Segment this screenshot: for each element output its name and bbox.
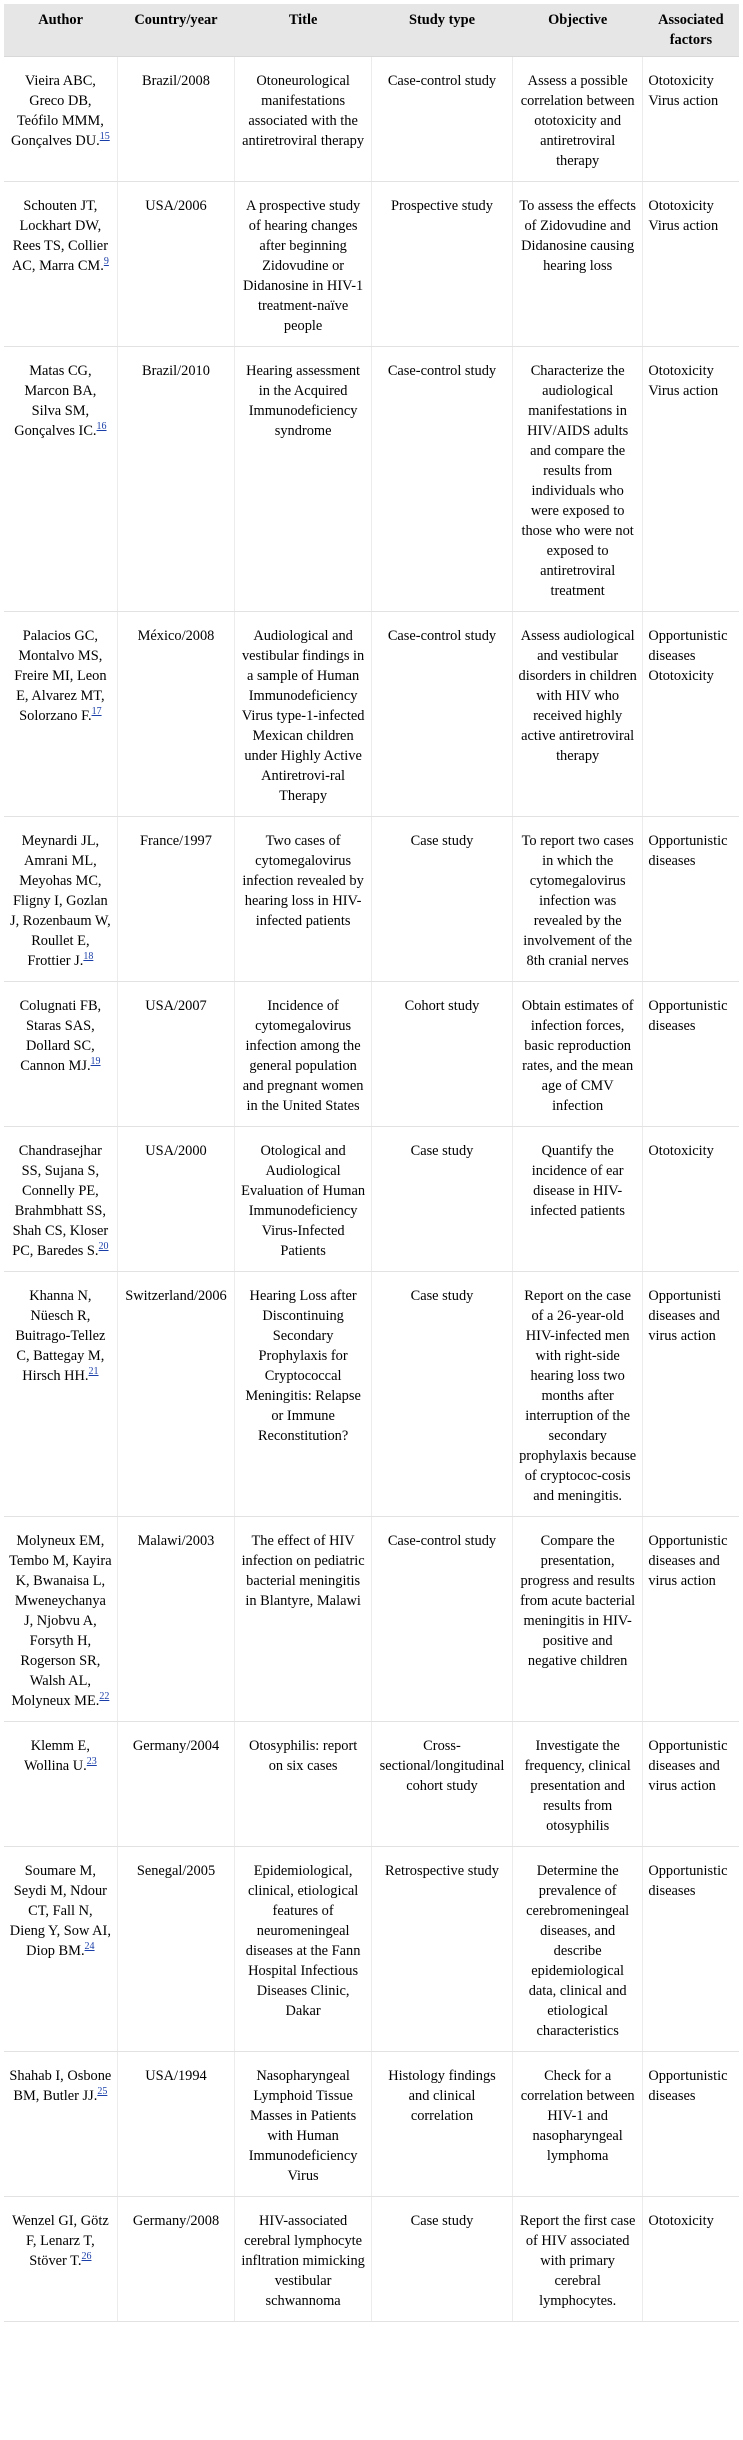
- table-row: [4, 1847, 739, 2052]
- cell-author: [4, 1847, 117, 2052]
- reference-superscript: [104, 256, 109, 267]
- header-country-year: Country/year: [117, 4, 235, 57]
- cell-study-type: Case-control study: [371, 347, 512, 612]
- reference-link[interactable]: 21: [88, 1366, 99, 1378]
- reference-link[interactable]: 17: [91, 706, 102, 718]
- reference-link[interactable]: 22: [99, 1691, 110, 1703]
- table-row: [4, 612, 739, 817]
- cell-associated-factors: Ototoxicity: [643, 2197, 739, 2322]
- author-names: Shahab I, Osbone BM, Butler JJ.: [9, 2068, 112, 2104]
- cell-objective: Determine the prevalence of cerebromeningeal diseases, and describe epidemiological data, clinical and etiological characteristics: [512, 1847, 642, 2052]
- cell-title: Hearing Loss after Discontinuing Secondary Prophylaxis for Cryptococcal Meningitis: Relapse or Immune Reconstitution?: [235, 1272, 372, 1517]
- table-wrapper: [4, 4, 739, 2322]
- cell-title: Incidence of cytomegalovirus infection among the general population and pregnant women in the United States: [235, 982, 372, 1127]
- cell-title: A prospective study of hearing changes after beginning Zidovudine or Didanosine in HIV-1 treatment-naïve people: [235, 182, 372, 347]
- cell-title: Hearing assessment in the Acquired Immunodeficiency syndrome: [235, 347, 372, 612]
- cell-country-year: Brazil/2008: [117, 57, 235, 182]
- cell-objective: Report on the case of a 26-year-old HIV-infected men with right-side hearing loss two months after interruption of the secondary prophylaxis because of cryptococ-cosis and meningitis.: [512, 1272, 642, 1517]
- cell-objective: Investigate the frequency, clinical presentation and results from otosyphilis: [512, 1722, 642, 1847]
- cell-author: [4, 2052, 117, 2197]
- cell-title: Two cases of cytomegalovirus infection revealed by hearing loss in HIV-infected patients: [235, 817, 372, 982]
- author-names: Meynardi JL, Amrani ML, Meyohas MC, Fligny I, Gozlan J, Rozenbaum W, Roullet E, Frottier J.: [10, 833, 111, 969]
- cell-author: [4, 1272, 117, 1517]
- cell-country-year: USA/2006: [117, 182, 235, 347]
- author-names: Matas CG, Marcon BA, Silva SM, Gonçalves IC.: [14, 363, 97, 439]
- author-names: Palacios GC, Montalvo MS, Freire MI, Leon E, Alvarez MT, Solorzano F.: [14, 628, 107, 724]
- cell-study-type: Case-control study: [371, 1517, 512, 1722]
- reference-superscript: [89, 1366, 99, 1377]
- reference-superscript: [83, 951, 93, 962]
- cell-study-type: Case study: [371, 1272, 512, 1517]
- reference-superscript: [92, 706, 102, 717]
- table-body: [4, 57, 739, 2322]
- cell-associated-factors: Opportunistic diseases: [643, 817, 739, 982]
- reference-superscript: [81, 2251, 91, 2262]
- cell-author: [4, 347, 117, 612]
- author-names: Soumare M, Seydi M, Ndour CT, Fall N, Dieng Y, Sow AI, Diop BM.: [9, 1863, 111, 1959]
- cell-associated-factors: Opportunistic diseases and virus action: [643, 1722, 739, 1847]
- cell-associated-factors: Opportunistic diseases and virus action: [643, 1517, 739, 1722]
- cell-associated-factors: Opportunistic diseases: [643, 1847, 739, 2052]
- header-row: [4, 4, 739, 57]
- table-row: [4, 182, 739, 347]
- reference-link[interactable]: 25: [97, 2086, 108, 2098]
- table-header: [4, 4, 739, 57]
- cell-author: [4, 817, 117, 982]
- cell-title: Nasopharyngeal Lymphoid Tissue Masses in Patients with Human Immunodeficiency Virus: [235, 2052, 372, 2197]
- cell-study-type: Case-control study: [371, 57, 512, 182]
- cell-author: [4, 2197, 117, 2322]
- cell-study-type: Retrospective study: [371, 1847, 512, 2052]
- table-row: [4, 1272, 739, 1517]
- cell-objective: Assess a possible correlation between ototoxicity and antiretroviral therapy: [512, 57, 642, 182]
- reference-link[interactable]: 16: [96, 421, 107, 433]
- table-row: [4, 2197, 739, 2322]
- cell-country-year: Malawi/2003: [117, 1517, 235, 1722]
- cell-study-type: Cohort study: [371, 982, 512, 1127]
- cell-associated-factors: Ototoxicity Virus action: [643, 347, 739, 612]
- cell-associated-factors: Opportunistic diseases: [643, 982, 739, 1127]
- reference-superscript: [97, 421, 107, 432]
- table-row: [4, 2052, 739, 2197]
- reference-superscript: [87, 1756, 97, 1767]
- cell-author: [4, 57, 117, 182]
- cell-title: Otoneurological manifestations associated with the antiretroviral therapy: [235, 57, 372, 182]
- cell-author: [4, 982, 117, 1127]
- cell-country-year: México/2008: [117, 612, 235, 817]
- cell-title: Epidemiological, clinical, etiological features of neuromeningeal diseases at the Fann Hospital Infectious Diseases Clinic, Dakar: [235, 1847, 372, 2052]
- cell-associated-factors: Ototoxicity Virus action: [643, 57, 739, 182]
- reference-link[interactable]: 20: [98, 1241, 109, 1253]
- header-author: Author: [4, 4, 117, 57]
- cell-objective: To report two cases in which the cytomegalovirus infection was revealed by the involvement of the 8th cranial nerves: [512, 817, 642, 982]
- reference-link[interactable]: 19: [90, 1056, 101, 1068]
- cell-associated-factors: Opportunisti diseases and virus action: [643, 1272, 739, 1517]
- table-row: [4, 1127, 739, 1272]
- cell-title: Otosyphilis: report on six cases: [235, 1722, 372, 1847]
- cell-title: Otological and Audiological Evaluation of Human Immunodeficiency Virus-Infected Patients: [235, 1127, 372, 1272]
- reference-link[interactable]: 24: [84, 1941, 95, 1953]
- cell-study-type: Prospective study: [371, 182, 512, 347]
- reference-link[interactable]: 9: [103, 256, 109, 268]
- cell-author: [4, 1722, 117, 1847]
- reference-superscript: [85, 1941, 95, 1952]
- cell-country-year: Germany/2004: [117, 1722, 235, 1847]
- cell-country-year: France/1997: [117, 817, 235, 982]
- cell-study-type: Case study: [371, 817, 512, 982]
- cell-title: The effect of HIV infection on pediatric bacterial meningitis in Blantyre, Malawi: [235, 1517, 372, 1722]
- cell-objective: Assess audiological and vestibular disorders in children with HIV who received highly active antiretroviral therapy: [512, 612, 642, 817]
- cell-study-type: Case study: [371, 2197, 512, 2322]
- author-names: Wenzel GI, Götz F, Lenarz T, Stöver T.: [11, 2213, 109, 2269]
- cell-country-year: Senegal/2005: [117, 1847, 235, 2052]
- author-names: Vieira ABC, Greco DB, Teófilo MMM, Gonçalves DU.: [11, 73, 104, 149]
- header-title: Title: [235, 4, 372, 57]
- cell-author: [4, 182, 117, 347]
- cell-country-year: USA/1994: [117, 2052, 235, 2197]
- cell-study-type: Histology findings and clinical correlation: [371, 2052, 512, 2197]
- cell-objective: Compare the presentation, progress and results from acute bacterial meningitis in HIV-positive and negative children: [512, 1517, 642, 1722]
- reference-link[interactable]: 26: [81, 2251, 92, 2263]
- table-row: [4, 817, 739, 982]
- author-names: Klemm E, Wollina U.: [23, 1738, 90, 1774]
- cell-country-year: USA/2000: [117, 1127, 235, 1272]
- reference-superscript: [99, 1691, 109, 1702]
- cell-country-year: Germany/2008: [117, 2197, 235, 2322]
- cell-associated-factors: Opportunistic diseases Ototoxicity: [643, 612, 739, 817]
- cell-objective: Report the first case of HIV associated with primary cerebral lymphocytes.: [512, 2197, 642, 2322]
- author-names: Colugnati FB, Staras SAS, Dollard SC, Cannon MJ.: [19, 998, 102, 1074]
- reference-superscript: [99, 1241, 109, 1252]
- cell-author: [4, 612, 117, 817]
- reference-superscript: [100, 131, 110, 142]
- author-names: Khanna N, Nüesch R, Buitrago-Tellez C, Battegay M, Hirsch HH.: [15, 1288, 106, 1384]
- cell-objective: To assess the effects of Zidovudine and Didanosine causing hearing loss: [512, 182, 642, 347]
- header-associated-factors: Associated factors: [643, 4, 739, 57]
- table-row: [4, 1517, 739, 1722]
- header-objective: Objective: [512, 4, 642, 57]
- cell-title: HIV-associated cerebral lymphocyte infltration mimicking vestibular schwannoma: [235, 2197, 372, 2322]
- cell-country-year: USA/2007: [117, 982, 235, 1127]
- studies-table: [4, 4, 739, 2322]
- cell-country-year: Brazil/2010: [117, 347, 235, 612]
- cell-objective: Characterize the audiological manifestations in HIV/AIDS adults and compare the results from individuals who were exposed to those who were not exposed to antiretroviral treatment: [512, 347, 642, 612]
- author-names: Molyneux EM, Tembo M, Kayira K, Bwanaisa L, Mweneychanya J, Njobvu A, Forsyth H, Rogerson SR, Walsh AL, Molyneux ME.: [9, 1533, 112, 1709]
- header-study-type: Study type: [371, 4, 512, 57]
- author-names: Chandrasejhar SS, Sujana S, Connelly PE, Brahmbhatt SS, Shah CS, Kloser PC, Baredes S.: [12, 1143, 109, 1259]
- cell-associated-factors: Ototoxicity: [643, 1127, 739, 1272]
- reference-link[interactable]: 18: [83, 951, 94, 963]
- cell-author: [4, 1517, 117, 1722]
- cell-author: [4, 1127, 117, 1272]
- cell-objective: Check for a correlation between HIV-1 and nasopharyngeal lymphoma: [512, 2052, 642, 2197]
- reference-superscript: [91, 1056, 101, 1067]
- reference-link[interactable]: 15: [99, 131, 110, 143]
- cell-objective: Quantify the incidence of ear disease in HIV-infected patients: [512, 1127, 642, 1272]
- reference-link[interactable]: 23: [86, 1756, 97, 1768]
- cell-study-type: Cross-sectional/longitudinal cohort study: [371, 1722, 512, 1847]
- table-row: [4, 57, 739, 182]
- author-names: Schouten JT, Lockhart DW, Rees TS, Collier AC, Marra CM.: [11, 198, 108, 274]
- table-row: [4, 347, 739, 612]
- table-row: [4, 982, 739, 1127]
- cell-associated-factors: Ototoxicity Virus action: [643, 182, 739, 347]
- cell-country-year: Switzerland/2006: [117, 1272, 235, 1517]
- reference-superscript: [97, 2086, 107, 2097]
- table-row: [4, 1722, 739, 1847]
- cell-objective: Obtain estimates of infection forces, basic reproduction rates, and the mean age of CMV infection: [512, 982, 642, 1127]
- cell-study-type: Case study: [371, 1127, 512, 1272]
- cell-title: Audiological and vestibular findings in a sample of Human Immunodeficiency Virus type-1-infected Mexican children under Highly Active Antiretrovi-ral Therapy: [235, 612, 372, 817]
- cell-associated-factors: Opportunistic diseases: [643, 2052, 739, 2197]
- cell-study-type: Case-control study: [371, 612, 512, 817]
